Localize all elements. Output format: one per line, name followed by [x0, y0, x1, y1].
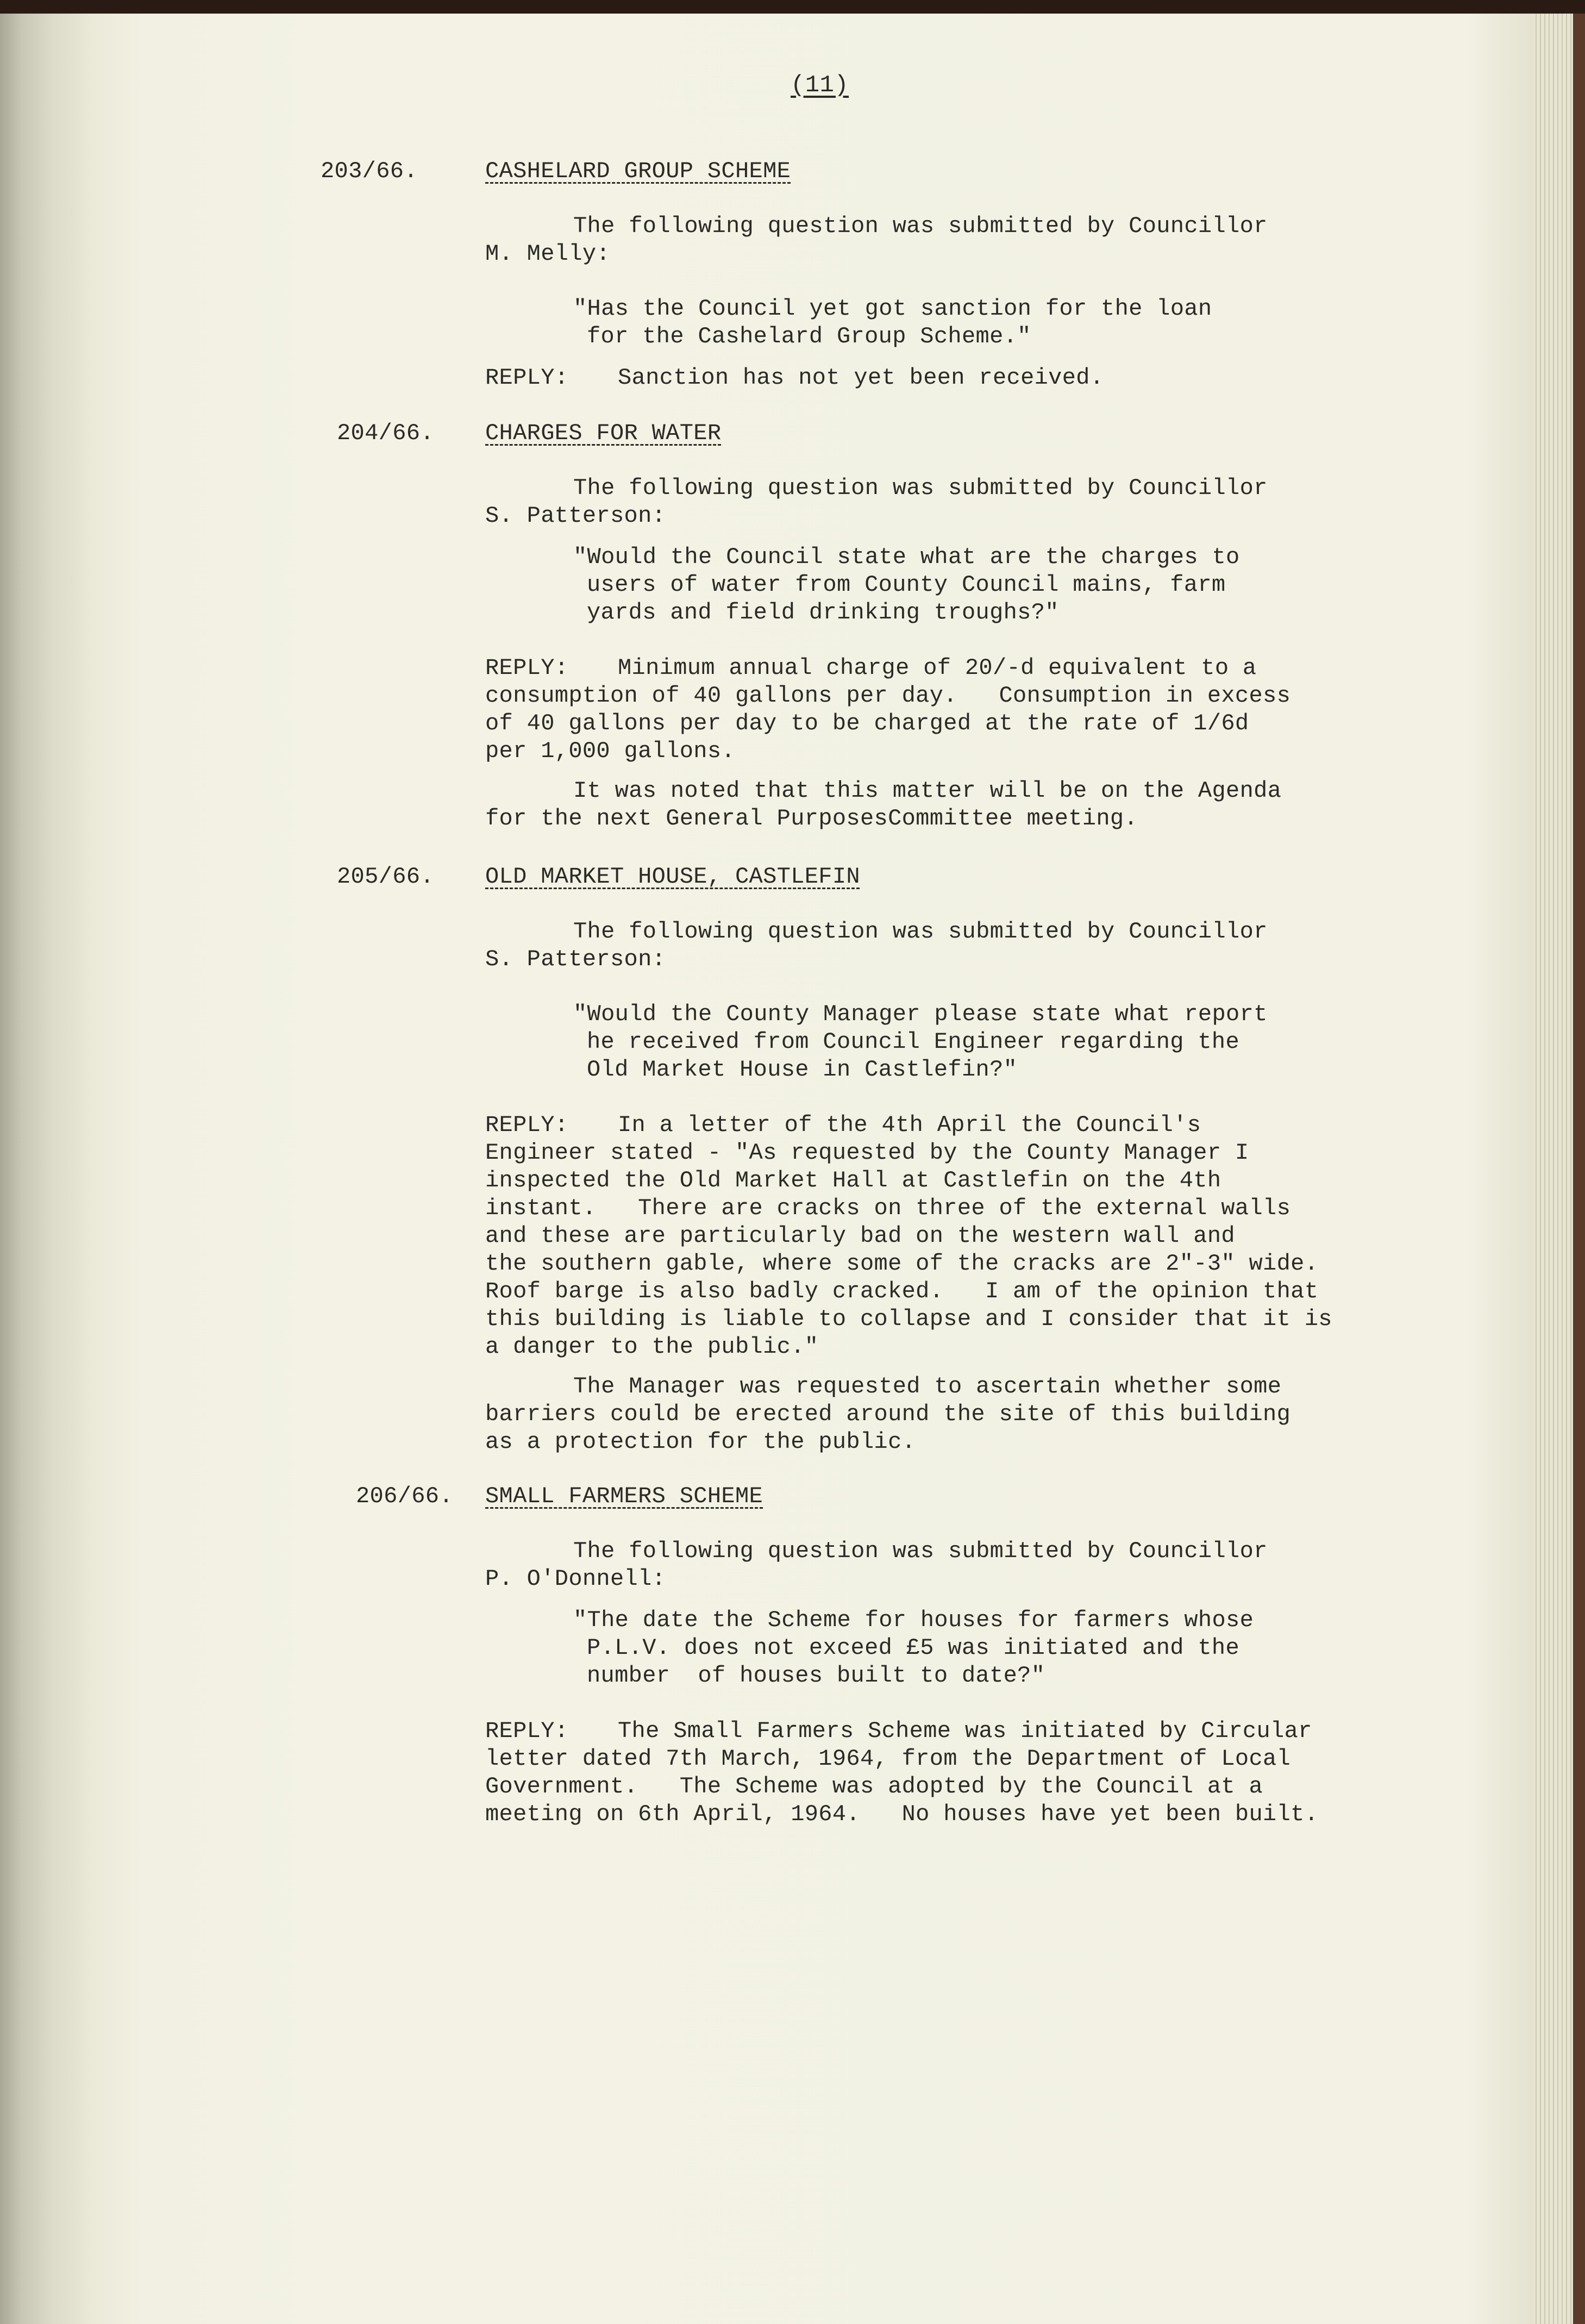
- reply-label: REPLY:: [485, 1718, 569, 1744]
- reply-line: a danger to the public.": [485, 1334, 819, 1360]
- question-line: he received from Council Engineer regarding the: [587, 1029, 1240, 1055]
- question-line: "Would the Council state what are the charges to: [573, 544, 1240, 570]
- item-heading: OLD MARKET HOUSE, CASTLEFIN: [485, 864, 860, 890]
- intro-line: S. Patterson:: [485, 946, 666, 972]
- page-number: (11): [791, 72, 849, 99]
- intro-line: P. O'Donnell:: [485, 1566, 666, 1592]
- note-line: barriers could be erected around the site of this building: [485, 1401, 1291, 1427]
- question-line: P.L.V. does not exceed £5 was initiated and the: [587, 1635, 1240, 1661]
- reply-line: Government. The Scheme was adopted by the Council at a: [485, 1773, 1263, 1800]
- question-line: Old Market House in Castlefin?": [587, 1057, 1018, 1083]
- binding-gutter: [0, 14, 92, 2324]
- note-line: It was noted that this matter will be on the Agenda: [573, 778, 1282, 804]
- item-number: 206/66.: [356, 1483, 453, 1509]
- reply-line: Sanction has not yet been received.: [618, 365, 1104, 391]
- item-heading: SMALL FARMERS SCHEME: [485, 1483, 763, 1509]
- reply-line: inspected the Old Market Hall at Castlefin on the 4th: [485, 1167, 1221, 1194]
- reply-line: and these are particularly bad on the western wall and: [485, 1223, 1235, 1249]
- reply-line: The Small Farmers Scheme was initiated by Circular: [618, 1718, 1312, 1744]
- item-number: 203/66.: [321, 158, 418, 184]
- reply-line: In a letter of the 4th April the Council's: [618, 1112, 1201, 1138]
- binder-cover-edge: [1573, 14, 1585, 2324]
- intro-line: The following question was submitted by Councillor: [573, 1538, 1268, 1564]
- note-line: The Manager was requested to ascertain whether some: [573, 1373, 1282, 1400]
- reply-label: REPLY:: [485, 365, 569, 391]
- reply-line: Minimum annual charge of 20/-d equivalent to a: [618, 655, 1257, 681]
- reply-line: per 1,000 gallons.: [485, 738, 735, 764]
- reply-line: instant. There are cracks on three of the external walls: [485, 1195, 1291, 1221]
- question-line: "Has the Council yet got sanction for the loan: [573, 296, 1212, 322]
- question-line: number of houses built to date?": [587, 1663, 1045, 1689]
- intro-line: M. Melly:: [485, 241, 610, 267]
- intro-line: S. Patterson:: [485, 503, 666, 529]
- reply-line: consumption of 40 gallons per day. Consumption in excess: [485, 683, 1291, 709]
- reply-line: letter dated 7th March, 1964, from the Department of Local: [485, 1746, 1291, 1772]
- item-number: 204/66.: [337, 420, 434, 446]
- question-line: yards and field drinking troughs?": [587, 599, 1059, 626]
- note-line: for the next General PurposesCommittee meeting.: [485, 805, 1138, 832]
- reply-line: meeting on 6th April, 1964. No houses have yet been built.: [485, 1801, 1319, 1827]
- intro-line: The following question was submitted by Councillor: [573, 475, 1268, 501]
- note-line: as a protection for the public.: [485, 1429, 916, 1455]
- intro-line: The following question was submitted by Councillor: [573, 213, 1268, 239]
- question-line: "The date the Scheme for houses for farmers whose: [573, 1607, 1254, 1633]
- item-number: 205/66.: [337, 864, 434, 890]
- item-heading: CASHELARD GROUP SCHEME: [485, 158, 791, 184]
- reply-line: the southern gable, where some of the cracks are 2"-3" wide.: [485, 1251, 1319, 1277]
- reply-line: this building is liable to collapse and I consider that it is: [485, 1306, 1332, 1332]
- intro-line: The following question was submitted by Councillor: [573, 919, 1268, 945]
- reply-label: REPLY:: [485, 1112, 569, 1138]
- question-line: users of water from County Council mains, farm: [587, 572, 1226, 598]
- reply-line: Roof barge is also badly cracked. I am of the opinion that: [485, 1278, 1319, 1304]
- reply-label: REPLY:: [485, 655, 569, 681]
- reply-line: Engineer stated - "As requested by the County Manager I: [485, 1140, 1249, 1166]
- question-line: for the Cashelard Group Scheme.": [587, 323, 1031, 349]
- question-line: "Would the County Manager please state what report: [573, 1001, 1268, 1027]
- reply-line: of 40 gallons per day to be charged at the rate of 1/6d: [485, 710, 1249, 736]
- item-heading: CHARGES FOR WATER: [485, 420, 722, 446]
